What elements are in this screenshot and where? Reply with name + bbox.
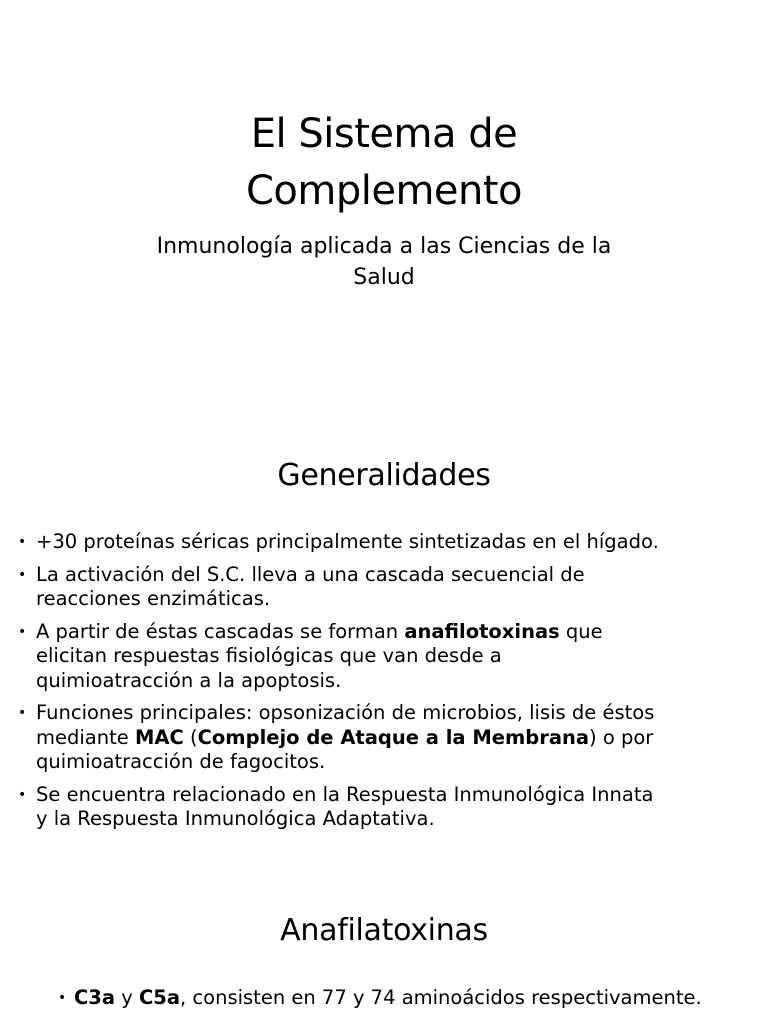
emphasis-mac: MAC [134, 725, 184, 749]
list-item-text: +30 proteínas séricas principalmente sintetizadas en el hígado. [36, 530, 659, 553]
list-item-text: mediante [36, 725, 135, 749]
list-item-text: y [115, 986, 139, 1009]
emphasis-anafilotoxinas: anafilotoxinas [404, 619, 560, 643]
generalidades-list [0, 530, 756, 840]
list-item-text: ( [183, 725, 198, 749]
list-item [0, 563, 756, 612]
slide-title-line1: El Sistema de [250, 111, 518, 157]
list-item-text: Se encuentra relacionado en la Respuesta Inmunológica Innata [36, 782, 654, 806]
list-item-text: elicitan respuestas fisiológicas que van desde a [36, 644, 502, 667]
list-item [0, 530, 756, 555]
list-item-text: A partir de éstas cascadas se forman [36, 619, 405, 643]
list-item [0, 986, 709, 1011]
list-item-text: y la Respuesta Inmunológica Adaptativa. [36, 807, 435, 830]
list-item-text: reacciones enzimáticas. [36, 587, 271, 610]
slide-title-line2: Complemento [245, 168, 523, 214]
list-item-text: quimioatracción a la apoptosis. [36, 668, 342, 692]
bullet-icon: • [18, 786, 27, 803]
list-item-text: ) o por [589, 725, 654, 749]
bullet-icon: • [18, 623, 27, 640]
emphasis-complejo: Complejo de Ataque a la Membrana [197, 725, 590, 749]
bullet-icon: • [18, 534, 27, 550]
bullet-icon: • [18, 705, 27, 721]
section-heading-anafilatoxinas: Anafilatoxinas [280, 913, 488, 948]
slide-subtitle-line2: Salud [353, 265, 415, 290]
emphasis-c3a: C3a [74, 986, 116, 1009]
section-heading-generalidades: Generalidades [277, 458, 491, 493]
anafilatoxinas-list [0, 986, 709, 1019]
list-item-text: quimioatracción de fagocitos. [36, 750, 326, 773]
emphasis-c5a: C5a [138, 986, 181, 1009]
bullet-icon: • [18, 566, 27, 583]
list-item-text: , consisten en 77 y 74 aminoácidos respectivamente. [180, 986, 702, 1009]
list-item [0, 783, 756, 832]
bullet-icon: • [58, 990, 67, 1006]
list-item-text: La activación del S.C. lleva a una cascada secuencial de [36, 562, 585, 586]
slide-subtitle-line1: Inmunología aplicada a las Ciencias de la [156, 234, 612, 259]
list-item-text: que [559, 619, 603, 643]
list-item-text: Funciones principales: opsonización de microbios, lisis de éstos [36, 701, 655, 724]
list-item [0, 701, 756, 775]
list-item [0, 620, 756, 694]
